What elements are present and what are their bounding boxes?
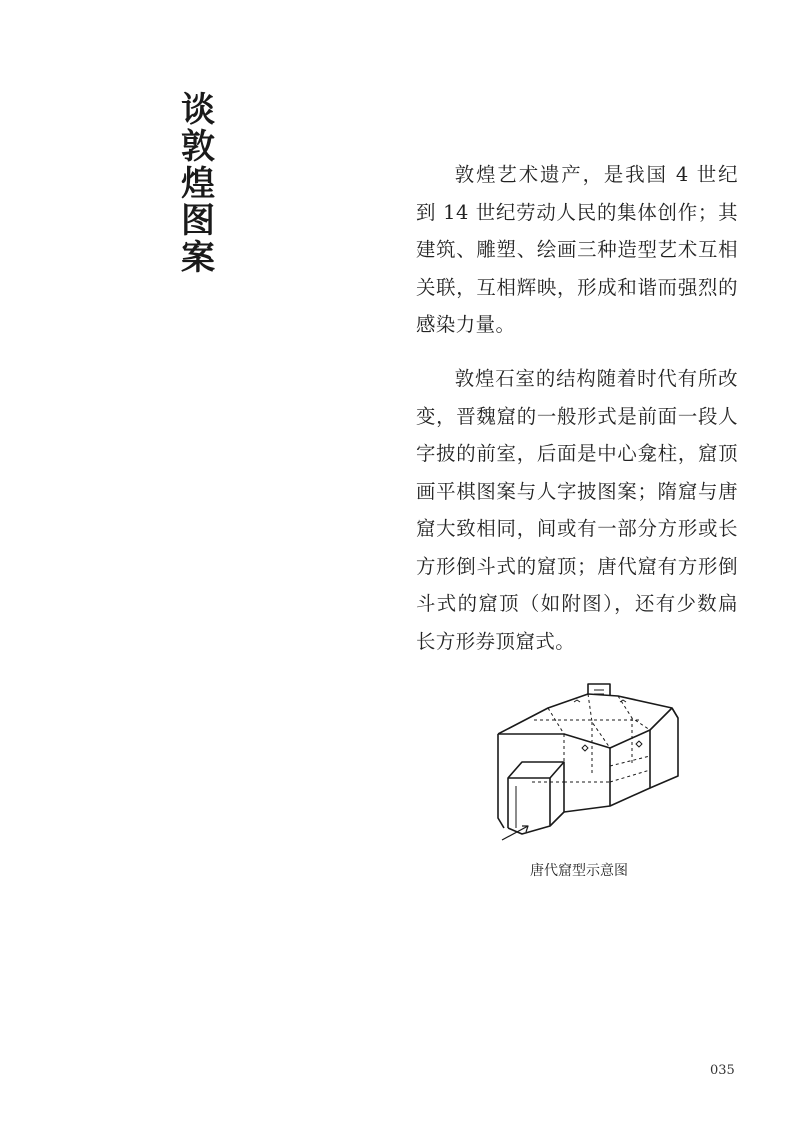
title-char-5: 案 [181,238,215,278]
title-char-1: 谈 [181,90,215,130]
paragraph-1: 敦煌艺术遗产，是我国 4 世纪到 14 世纪劳动人民的集体创作；其建筑、雕塑、绘画三种造型艺术互相关联，互相辉映，形成和谐而强烈的感染力量。 [416,163,738,336]
title-char-3: 煌 [181,164,215,204]
cave-diagram [492,678,692,846]
title-char-4: 图 [181,201,215,241]
page-title [178,92,218,277]
paragraph-2: 敦煌石室的结构随着时代有所改变，晋魏窟的一般形式是前面一段人字披的前室，后面是中心龛柱，窟顶画平棋图案与人字披图案；隋窟与唐窟大致相同，间或有一部分方形或长方形倒斗式的窟顶；唐代窟有方形倒斗式的窟顶（如附图），还有少数扁长方形券顶窟式。 [416,367,738,653]
title-char-2: 敦 [181,127,215,167]
page-number: 035 [710,1063,735,1078]
cave-diagram-svg [492,678,692,846]
figure-caption: 唐代窟型示意图 [530,863,628,879]
